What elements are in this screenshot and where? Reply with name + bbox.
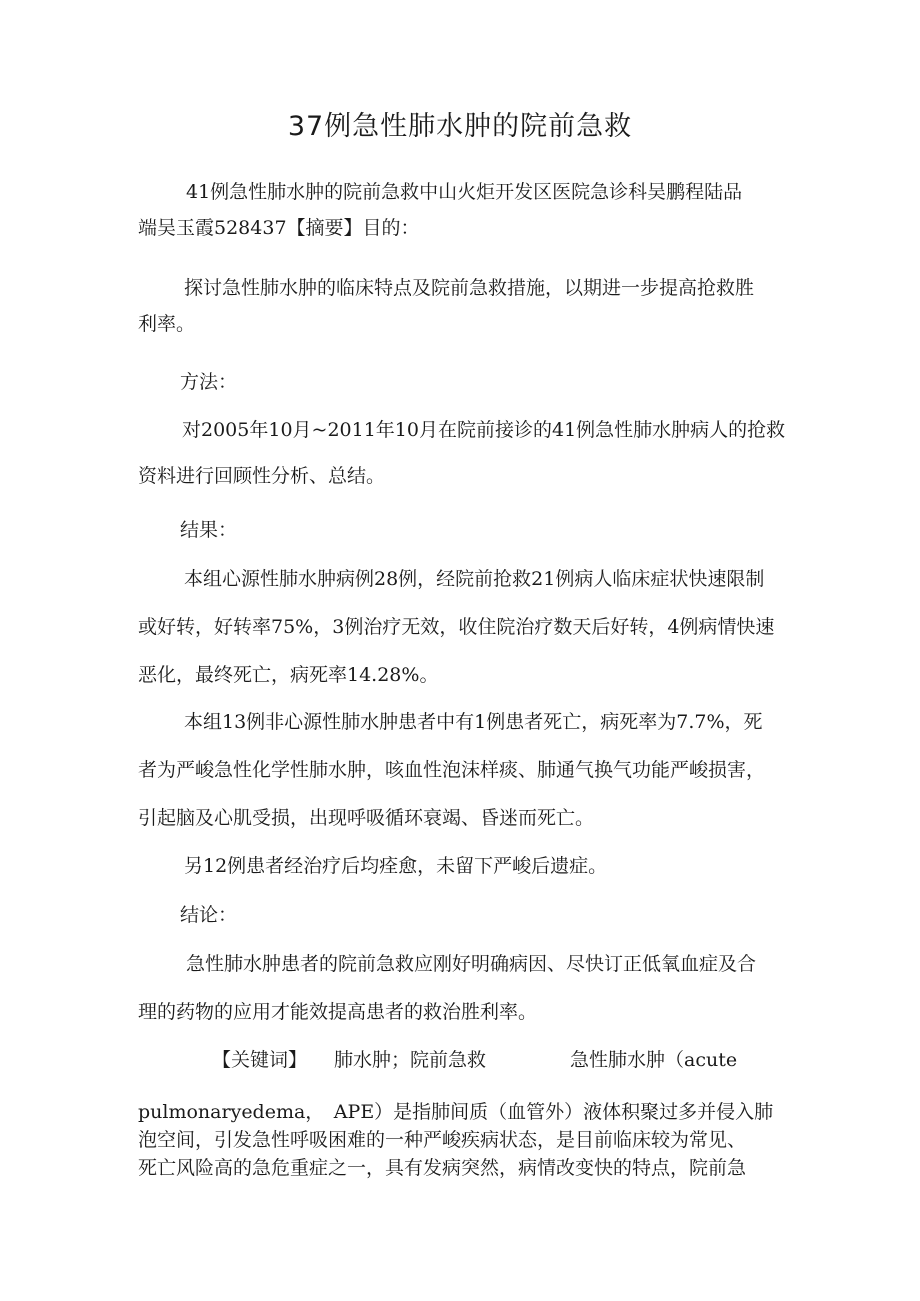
conclusion-line-2: 理的药物的应用才能效提高患者的救治胜利率。 (138, 1001, 538, 1023)
conclusion-paragraph (138, 946, 788, 1030)
methods-label: 方法： (180, 371, 238, 393)
results-paragraph-3 (138, 848, 788, 884)
objective-line-1: 探讨急性肺水肿的临床特点及院前急救措施，以期进一步提高抢救胜 (184, 277, 755, 299)
results-p1-line-3: 恶化，最终死亡，病死率14.28%。 (138, 664, 439, 686)
objective-paragraph (138, 270, 788, 342)
objective-line-2: 利率。 (138, 313, 196, 335)
results-p2-line-2: 者为严峻急性化学性肺水肿，咳血性泡沫样痰、肺通气换气功能严峻损害， (138, 759, 766, 781)
byline-line-1: 41例急性肺水肿的院前急救中山火炬开发区医院急诊科吴鹏程陆品 (186, 181, 743, 203)
methods-line-1: 对2005年10月~2011年10月在院前接诊的41例急性肺水肿病人的抢救 (182, 419, 786, 441)
body-line-1: pulmonaryedema， APE）是指肺间质（血管外）液体积聚过多并侵入肺 (138, 1101, 774, 1123)
keywords-item-2: 急性肺水肿（acute (570, 1049, 738, 1071)
results-p3-line: 另12例患者经治疗后均痊愈，未留下严峻后遗症。 (184, 855, 608, 877)
byline-paragraph (138, 174, 788, 246)
methods-line-2: 资料进行回顾性分析、总结。 (138, 465, 386, 487)
results-p1-line-1: 本组心源性肺水肿病例28例，经院前抢救21例病人临床症状快速限制 (184, 568, 765, 590)
conclusion-label-paragraph (138, 897, 788, 933)
results-label: 结果： (180, 519, 238, 541)
results-p2-line-1: 本组13例非心源性肺水肿患者中有1例患者死亡，病死率为7.7%，死 (184, 711, 763, 733)
body-line-2: 泡空间，引发急性呼吸困难的一种严峻疾病状态，是目前临床较为常见、 (138, 1129, 747, 1151)
body-line-3: 死亡风险高的急危重症之一，具有发病突然，病情改变快的特点，院前急 (138, 1157, 747, 1179)
results-label-paragraph (138, 512, 788, 548)
results-p2-line-3: 引起脑及心肌受损，出现呼吸循环衰竭、昏迷而死亡。 (138, 807, 595, 829)
methods-label-paragraph (138, 364, 788, 400)
byline-line-2: 端吴玉霞528437【摘要】目的： (138, 217, 420, 239)
results-paragraph-1 (138, 561, 788, 693)
document-title: 37例急性肺水肿的院前急救 (287, 111, 633, 142)
conclusion-label: 结论： (180, 904, 238, 926)
keywords-label: 【关键词】 (212, 1049, 308, 1071)
keywords-item-1: 肺水肿；院前急救 (334, 1049, 487, 1071)
results-p1-line-2: 或好转，好转率75%，3例治疗无效，收住院治疗数天后好转，4例病情快速 (138, 616, 775, 638)
results-paragraph-2 (138, 704, 788, 836)
body-paragraph (138, 1100, 788, 1184)
conclusion-line-1: 急性肺水肿患者的院前急救应刚好明确病因、尽快订正低氧血症及合 (186, 953, 757, 975)
methods-paragraph (138, 412, 788, 494)
